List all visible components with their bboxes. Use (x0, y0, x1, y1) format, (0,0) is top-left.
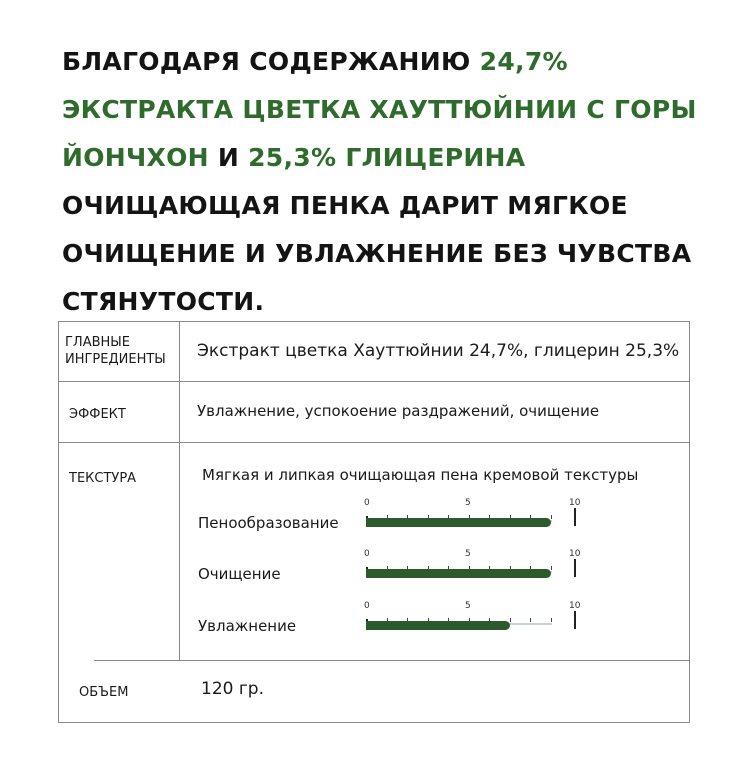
rating-scale (364, 549, 579, 585)
ingredients-label-line2: ИНГРЕДИЕНТЫ (65, 352, 166, 367)
ingredients-label (65, 334, 166, 368)
scale-tick-label: 10 (569, 498, 581, 508)
scale-tick (530, 618, 531, 622)
headline-highlight-extract: 24,7% ЭКСТРАКТА ЦВЕТКА ХАУТТЮЙНИИ С ГОРЫ ЙОНЧХОН (62, 47, 697, 172)
volume-label: ОБЪЕМ (79, 685, 129, 700)
texture-value: Мягкая и липкая очищающая пена кремовой текстуры (202, 466, 639, 484)
scale-tick (551, 566, 552, 570)
scale-tick-label: 0 (364, 498, 370, 508)
effect-label: ЭФФЕКТ (69, 407, 126, 422)
scale-tick-label: 0 (364, 601, 370, 611)
table-row-divider (59, 442, 690, 443)
rating-scale (364, 498, 579, 534)
scale-tick-label: 10 (569, 549, 581, 559)
table-row-divider (59, 381, 690, 382)
scale-tick (510, 618, 511, 622)
scale-tick-label: 0 (364, 549, 370, 559)
rating-bar (366, 518, 551, 527)
rating-label: Очищение (198, 565, 281, 583)
ingredients-label-line1: ГЛАВНЫЕ (65, 335, 130, 350)
headline-highlight-glycerin: 25,3% ГЛИЦЕРИНА (248, 143, 526, 172)
rating-bar (366, 569, 551, 578)
table-column-divider (179, 322, 180, 660)
rating-bar (366, 621, 510, 630)
scale-end-line (574, 559, 576, 577)
rating-scale (364, 601, 579, 637)
scale-end-line (574, 508, 576, 526)
effect-value: Увлажнение, успокоение раздражений, очищение (197, 402, 600, 420)
scale-tick (551, 618, 552, 622)
texture-label: ТЕКСТУРА (69, 471, 137, 486)
scale-tick (551, 515, 552, 519)
scale-end-line (574, 611, 576, 629)
rating-label: Пенообразование (198, 514, 339, 532)
scale-tick-label: 5 (465, 601, 471, 611)
scale-tick-label: 10 (569, 601, 581, 611)
product-info-table (58, 321, 690, 723)
table-row-divider (94, 660, 690, 661)
scale-tick-label: 5 (465, 549, 471, 559)
ingredients-value: Экстракт цветка Хауттюйнии 24,7%, глицерин 25,3% (197, 341, 680, 361)
headline (62, 38, 722, 326)
volume-value: 120 гр. (201, 679, 264, 699)
rating-label: Увлажнение (198, 617, 297, 635)
scale-tick-label: 5 (465, 498, 471, 508)
headline-text-2: И (208, 143, 249, 172)
headline-text-1: БЛАГОДАРЯ СОДЕРЖАНИЮ (62, 47, 480, 76)
headline-text-3: ОЧИЩАЮЩАЯ ПЕНКА ДАРИТ МЯГКОЕ ОЧИЩЕНИЕ И УВЛАЖНЕНИЕ БЕЗ ЧУВСТВА СТЯНУТОСТИ. (62, 191, 692, 316)
